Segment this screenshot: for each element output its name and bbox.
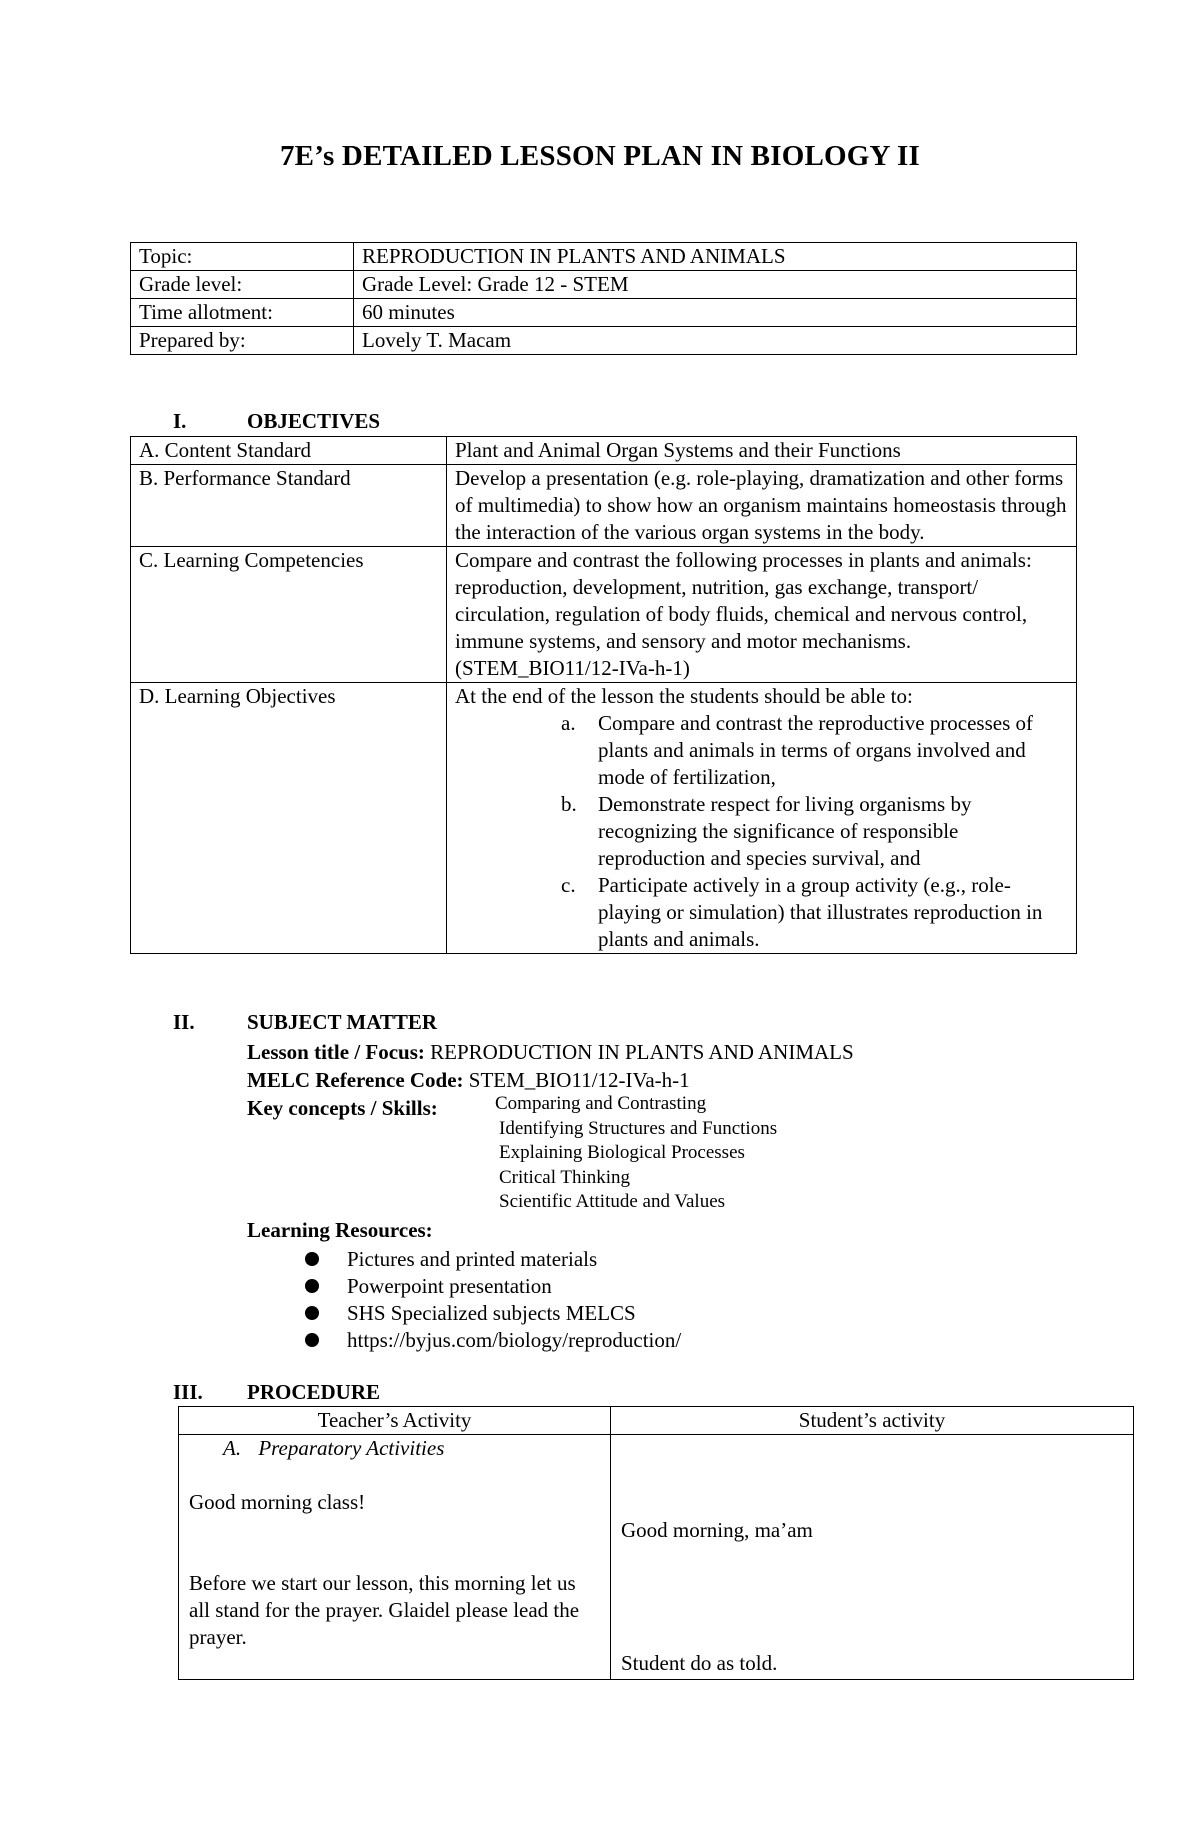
list-item: Scientific Attitude and Values xyxy=(499,1191,726,1212)
teacher-greeting: Good morning class! xyxy=(189,1490,366,1514)
section-marker: A. xyxy=(223,1436,242,1460)
table-row xyxy=(131,547,1077,683)
section-label: SUBJECT MATTER xyxy=(247,1010,438,1034)
time-allotment-label: Time allotment: xyxy=(131,299,354,327)
topic-label: Topic: xyxy=(131,243,354,271)
table-row xyxy=(131,271,1077,299)
procedure-table xyxy=(178,1406,1134,1680)
list-item xyxy=(347,1300,681,1327)
section-number: I. xyxy=(173,409,187,433)
teacher-prayer-instruction: Before we start our lesson, this morning let us all stand for the prayer. Glaidel please lead the prayer. xyxy=(189,1571,580,1649)
section-number: III. xyxy=(173,1380,203,1404)
list-item xyxy=(347,1273,681,1300)
key-concepts-list xyxy=(495,1092,777,1215)
learning-resources-label: Learning Resources: xyxy=(247,1218,433,1242)
melc-label: MELC Reference Code: xyxy=(247,1068,464,1092)
learning-competencies-value: Compare and contrast the following processes in plants and animals: reproduction, development, nutrition, gas exchange, transport/ circulation, regulation of body fluids, chemical and nervous control, immune systems, and sensory and motor mechanisms. (STEM_BIO11/12-IVa-h-1) xyxy=(447,547,1077,683)
content-standard-label: A. Content Standard xyxy=(131,437,447,465)
learning-competencies-label: C. Learning Competencies xyxy=(131,547,447,683)
list-item: Explaining Biological Processes xyxy=(499,1142,745,1163)
list-text: Demonstrate respect for living organisms by recognizing the significance of responsible reproduction and species survival, and xyxy=(598,792,972,870)
list-text: Compare and contrast the reproductive processes of plants and animals in terms of organs involved and mode of fertilization, xyxy=(598,711,1034,789)
lesson-title-label: Lesson title / Focus: xyxy=(247,1040,425,1064)
page-title: 7E’s DETAILED LESSON PLAN IN BIOLOGY II xyxy=(279,140,921,172)
list-text: SHS Specialized subjects MELCS xyxy=(347,1301,636,1325)
table-row xyxy=(131,327,1077,355)
table-row xyxy=(179,1407,1134,1435)
learning-resources-heading xyxy=(247,1216,1047,1244)
lesson-info-table xyxy=(130,242,1077,355)
bullet-icon xyxy=(305,1279,319,1293)
list-item: Comparing and Contrasting xyxy=(495,1093,707,1114)
table-row xyxy=(131,683,1077,954)
grade-level-value: Grade Level: Grade 12 - STEM xyxy=(354,271,1077,299)
learning-objectives-intro: At the end of the lesson the students should be able to: xyxy=(455,684,913,708)
section-title: Preparatory Activities xyxy=(258,1436,445,1460)
section-subheading xyxy=(223,1435,444,1462)
learning-resources-list xyxy=(347,1246,681,1354)
list-item xyxy=(455,710,1068,791)
learning-objectives-list xyxy=(455,710,1068,953)
topic-value: REPRODUCTION IN PLANTS AND ANIMALS xyxy=(354,243,1077,271)
list-item: Critical Thinking xyxy=(499,1166,631,1188)
list-marker: b. xyxy=(561,792,577,816)
teacher-activity-cell xyxy=(179,1435,611,1680)
list-marker: a. xyxy=(561,711,576,735)
prepared-by-value: Lovely T. Macam xyxy=(354,327,1077,355)
list-item xyxy=(455,791,1068,872)
bullet-icon xyxy=(305,1252,319,1266)
content-standard-value: Plant and Animal Organ Systems and their Functions xyxy=(447,437,1077,465)
grade-level-label: Grade level: xyxy=(131,271,354,299)
lesson-title-value: REPRODUCTION IN PLANTS AND ANIMALS xyxy=(430,1040,854,1064)
teacher-activity-header: Teacher’s Activity xyxy=(179,1407,611,1435)
section-label: OBJECTIVES xyxy=(247,409,381,433)
learning-objectives-label: D. Learning Objectives xyxy=(131,683,447,954)
list-text: Participate actively in a group activity (e.g., role-playing or simulation) that illustrates reproduction in plants and animals. xyxy=(598,873,1043,951)
student-greeting: Good morning, ma’am xyxy=(621,1518,813,1542)
table-row xyxy=(131,299,1077,327)
table-row xyxy=(131,465,1077,547)
student-activity-header: Student’s activity xyxy=(611,1407,1134,1435)
list-item xyxy=(455,872,1068,953)
list-marker: c. xyxy=(561,873,576,897)
melc-row xyxy=(247,1066,1047,1094)
table-row xyxy=(131,437,1077,465)
section-number: II. xyxy=(173,1010,195,1034)
list-text: https://byjus.com/biology/reproduction/ xyxy=(347,1328,682,1352)
time-allotment-value: 60 minutes xyxy=(354,299,1077,327)
performance-standard-label: B. Performance Standard xyxy=(131,465,447,547)
list-text: Powerpoint presentation xyxy=(347,1274,552,1298)
section-label: PROCEDURE xyxy=(247,1380,381,1404)
lesson-title-row xyxy=(247,1038,1047,1066)
key-concepts-label: Key concepts / Skills: xyxy=(247,1096,438,1120)
prepared-by-label: Prepared by: xyxy=(131,327,354,355)
list-item: Identifying Structures and Functions xyxy=(499,1117,778,1139)
bullet-icon xyxy=(305,1333,319,1347)
bullet-icon xyxy=(305,1306,319,1320)
list-item xyxy=(347,1246,681,1273)
table-row xyxy=(179,1435,1134,1680)
student-response: Student do as told. xyxy=(621,1651,778,1675)
objectives-table xyxy=(130,436,1077,954)
student-activity-cell xyxy=(611,1435,1134,1680)
melc-value: STEM_BIO11/12-IVa-h-1 xyxy=(468,1068,690,1092)
list-text: Pictures and printed materials xyxy=(347,1247,598,1271)
learning-objectives-value xyxy=(447,683,1077,954)
table-row xyxy=(131,243,1077,271)
list-item xyxy=(347,1327,681,1354)
performance-standard-value: Develop a presentation (e.g. role-playing, dramatization and other forms of multimedia) to show how an organism maintains homeostasis through the interaction of the various organ systems in the body. xyxy=(447,465,1077,547)
